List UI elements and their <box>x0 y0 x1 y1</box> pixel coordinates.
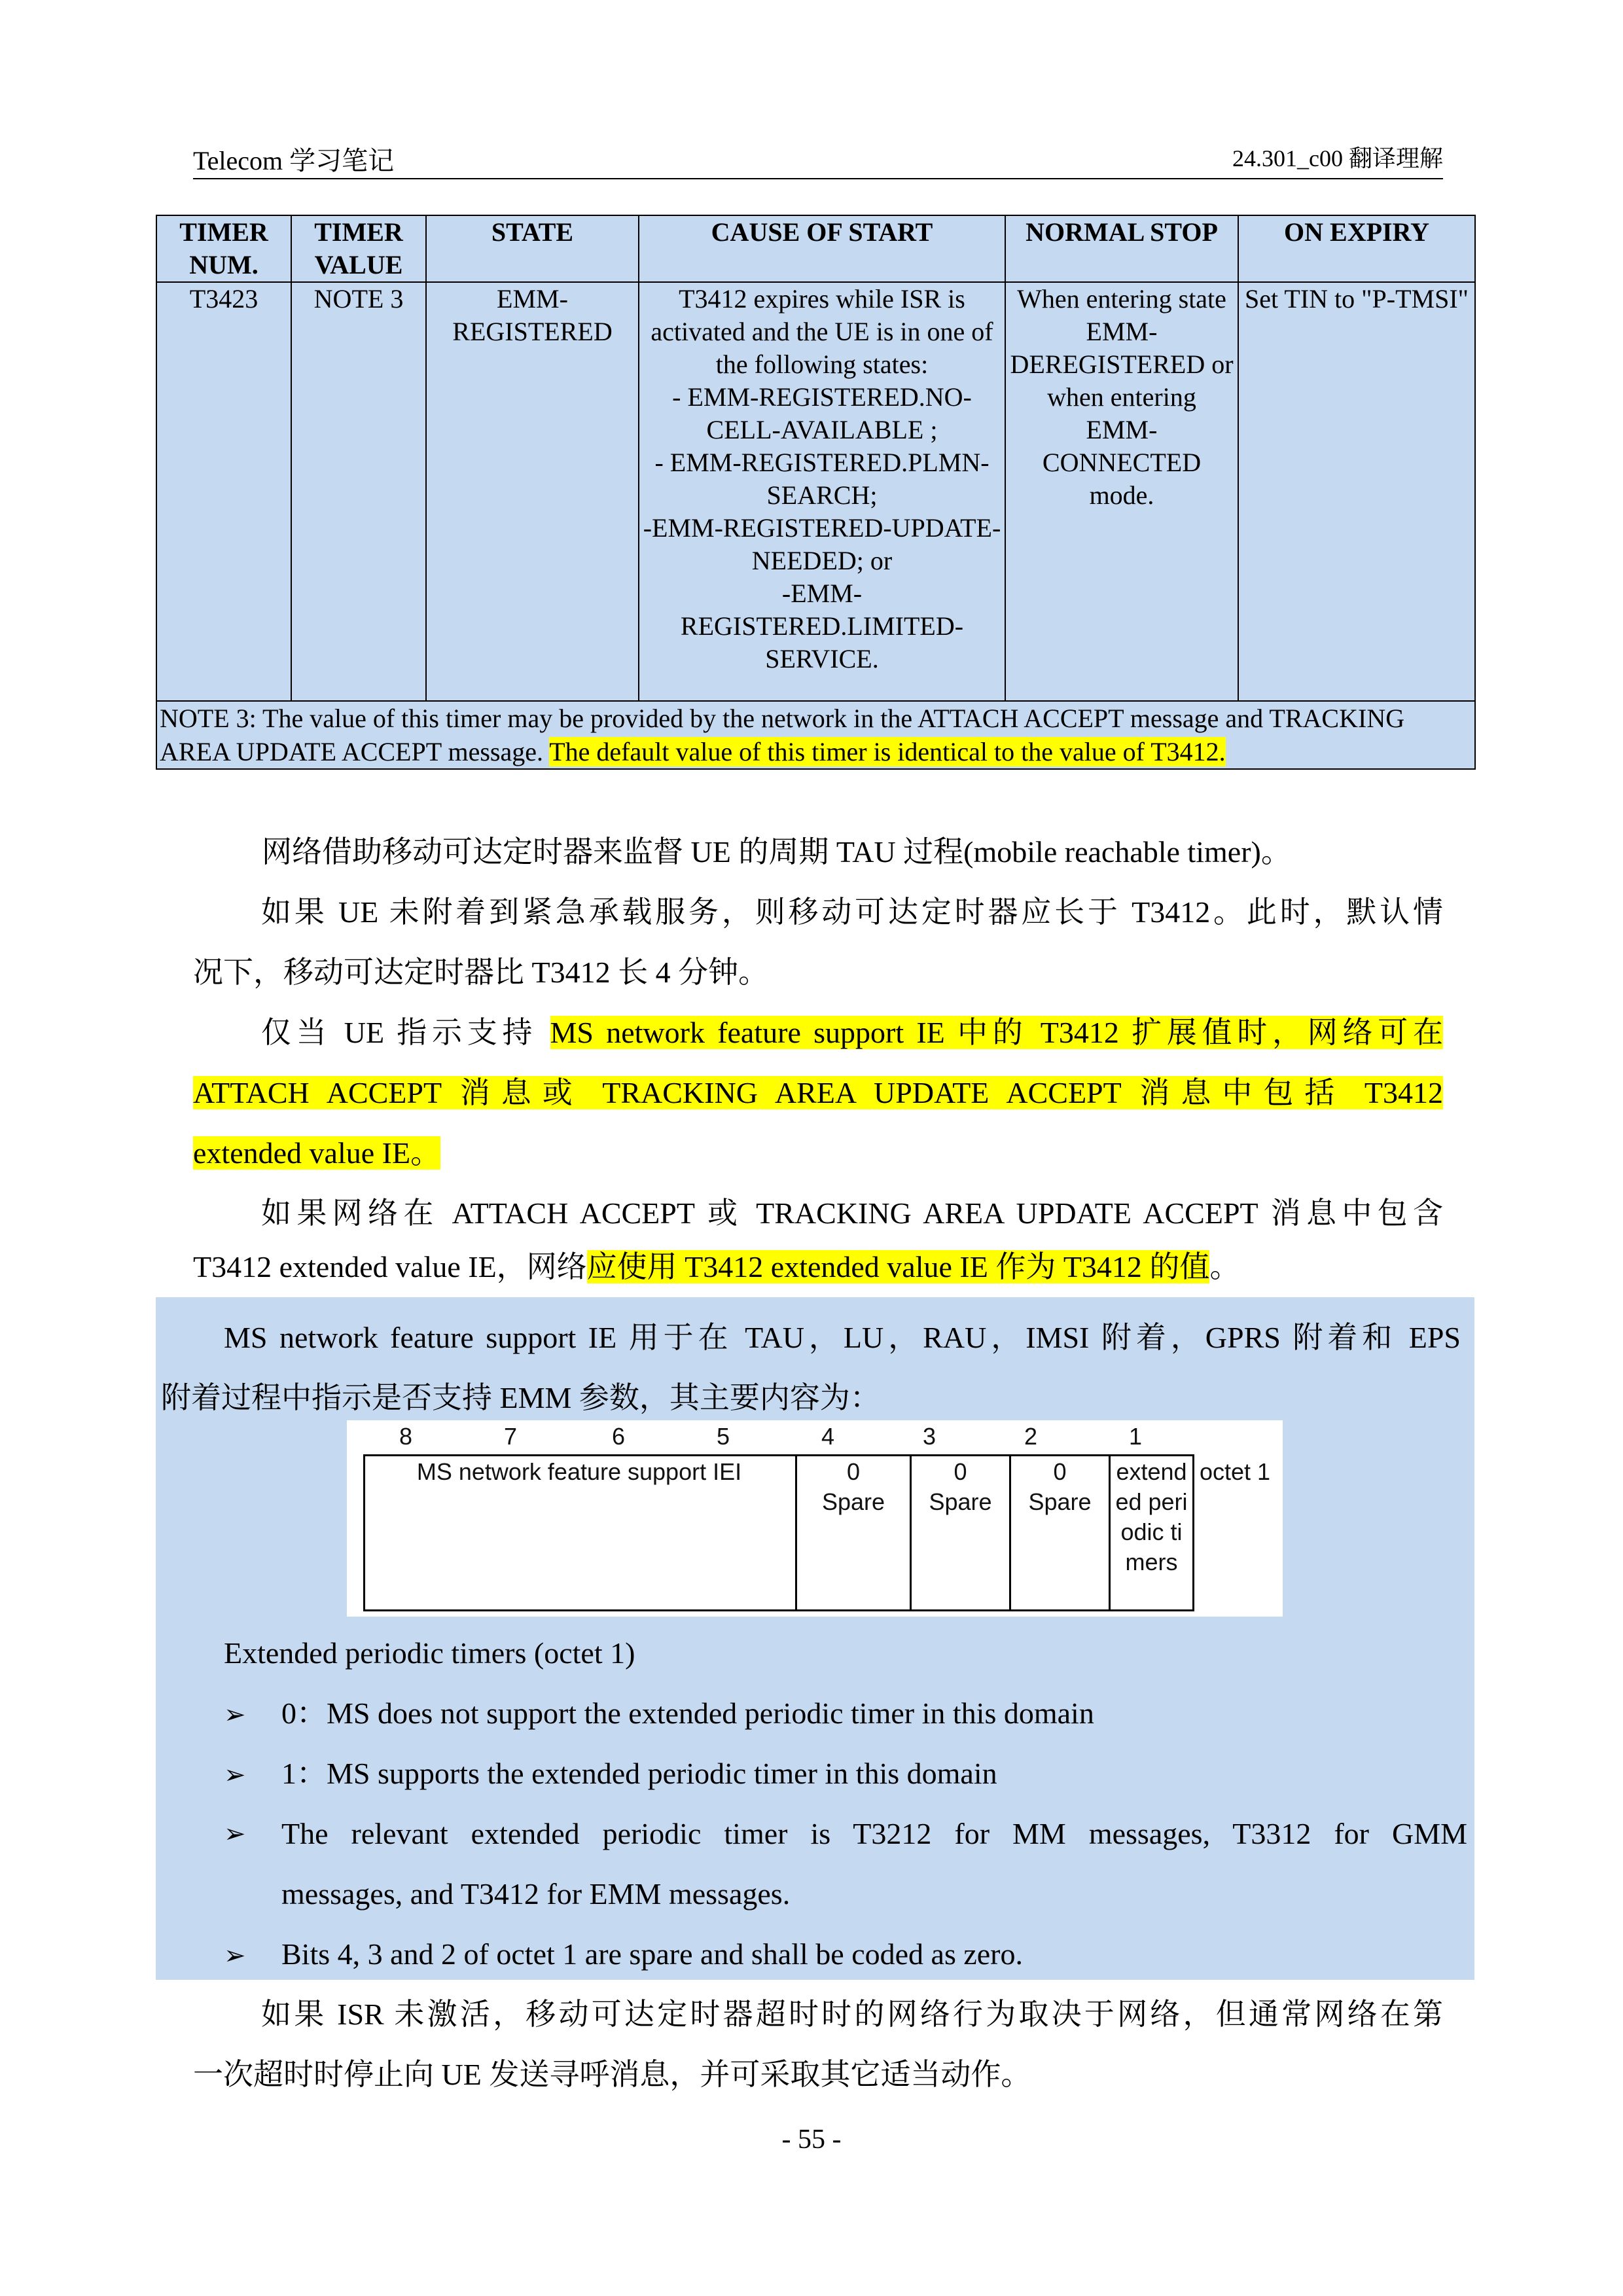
bullet-text: The relevant extended periodic timer is T3212 for MM messages, T3312 for GMM <box>281 1817 1467 1850</box>
cause-line: - EMM-REGISTERED.NO-CELL-AVAILABLE ; <box>672 382 972 444</box>
table-note <box>156 701 1475 769</box>
paragraph-4-line-1: 如果网络在 ATTACH ACCEPT 或 TRACKING AREA UPDATE ACCEPT 消息中包含 <box>261 1196 1443 1230</box>
bit-label: 8 <box>399 1423 413 1450</box>
cause-line: -EMM-REGISTERED.LIMITED-SERVICE. <box>680 579 964 673</box>
cause-line: T3412 expires while ISR is activated and the UE is in one of the following states: <box>651 284 993 379</box>
bullet-item <box>224 1924 1467 1986</box>
spare-value: 0 <box>846 1458 861 1485</box>
col-header-cause: CAUSE OF START <box>639 215 1005 282</box>
cell-state: EMM-REGISTERED <box>426 282 639 701</box>
col-header-state: STATE <box>426 215 639 282</box>
cell-cause <box>639 282 1005 701</box>
bullet-arrow-icon: ➢ <box>224 1819 246 1848</box>
para4-end: 。 <box>1209 1250 1240 1283</box>
note-highlight: The default value of this timer is identical to the value of T3412. <box>549 737 1226 766</box>
para4-text: T3412 extended value IE，网络 <box>193 1250 587 1283</box>
cause-line: - EMM-REGISTERED.PLMN-SEARCH; <box>654 448 990 510</box>
spare-cell <box>1011 1454 1111 1611</box>
timer-table <box>156 215 1476 770</box>
bit-label: 7 <box>504 1423 518 1450</box>
bit-label: 4 <box>821 1423 835 1450</box>
cell-timer-value: NOTE 3 <box>291 282 426 701</box>
paragraph-3-line-2 <box>193 1063 1443 1123</box>
para3-text: 仅当 UE 指示支持 <box>261 1016 550 1049</box>
col-header-timer-num: TIMER NUM. <box>156 215 291 282</box>
cause-line: -EMM-REGISTERED-UPDATE-NEEDED; or <box>643 513 1001 575</box>
bit-label: 6 <box>612 1423 626 1450</box>
bullet-item <box>224 1744 1467 1805</box>
spare-label: Spare <box>929 1488 992 1515</box>
paragraph-3-line-1 <box>193 1003 1443 1063</box>
box-line-1: MS network feature support IE 用于在 TAU，LU，RAU，IMSI 附着，GPRS 附着和 EPS <box>224 1321 1461 1354</box>
spare-value: 0 <box>954 1458 967 1485</box>
spare-label: Spare <box>821 1488 885 1515</box>
para4-highlight: 应使用 T3412 extended value IE 作为 T3412 的值 <box>586 1250 1210 1283</box>
bit-label: 1 <box>1129 1423 1143 1450</box>
bit-label: 3 <box>923 1423 936 1450</box>
col-header-normal-stop: NORMAL STOP <box>1005 215 1238 282</box>
bullet-text: 1：MS supports the extended periodic timer in this domain <box>281 1757 997 1790</box>
cell-on-expiry: Set TIN to "P-TMSI" <box>1238 282 1475 701</box>
bit-label: 5 <box>717 1423 730 1450</box>
iei-cell: MS network feature support IEI <box>363 1454 797 1611</box>
cell-normal-stop: When entering state EMM-DEREGISTERED or when entering EMM-CONNECTED mode. <box>1005 282 1238 701</box>
para3-highlight-2: ATTACH ACCEPT 消息或 TRACKING AREA UPDATE ACCEPT 消息中包括 T3412 <box>193 1076 1443 1109</box>
bullet-item <box>224 1804 1467 1864</box>
page-number: - 55 - <box>781 2125 842 2155</box>
octet-label: octet 1 <box>1200 1458 1271 1485</box>
paragraph-2-line-2: 况下，移动可达定时器比 T3412 长 4 分钟。 <box>193 956 769 989</box>
para3-highlight-3: extended value IE。 <box>193 1136 441 1170</box>
spare-label: Spare <box>1028 1488 1092 1515</box>
extended-periodic-timers-cell: extended periodic timers <box>1111 1454 1194 1611</box>
header-doc-id: 24.301_c00 翻译理解 <box>1232 145 1443 171</box>
table-note-row <box>156 701 1475 769</box>
cell-timer-num: T3423 <box>156 282 291 701</box>
table-header-row <box>156 215 1475 282</box>
paragraph-5-line-2: 一次超时时停止向 UE 发送寻呼消息，并可采取其它适当动作。 <box>193 2058 1031 2091</box>
note-text: NOTE 3: The value of this timer may be provided by the network in the ATTACH ACCEPT message and TRACKING AREA UPDATE ACCEPT message. <box>160 704 1405 766</box>
bullet-text: Bits 4, 3 and 2 of octet 1 are spare and shall be coded as zero. <box>281 1937 1023 1971</box>
bit-label: 2 <box>1024 1423 1038 1450</box>
paragraph-5-line-1: 如果 ISR 未激活，移动可达定时器超时时的网络行为取决于网络，但通常网络在第 <box>261 1998 1443 2031</box>
para3-highlight-1: MS network feature support IE 中的 T3412 扩展值时，网络可在 <box>550 1016 1444 1049</box>
paragraph-4-line-2 <box>193 1237 1443 1297</box>
table-row <box>156 282 1475 701</box>
paragraph-2-line-1: 如果 UE 未附着到紧急承载服务，则移动可达定时器应长于 T3412。此时，默认情 <box>261 895 1443 929</box>
spare-value: 0 <box>1053 1458 1067 1485</box>
col-header-on-expiry: ON EXPIRY <box>1238 215 1475 282</box>
bullet-arrow-icon: ➢ <box>224 1760 246 1789</box>
paragraph-mobile-reachable: 网络借助移动可达定时器来监督 UE 的周期 TAU 过程(mobile reachable timer)。 <box>262 835 1291 869</box>
bullet-item <box>224 1683 1467 1745</box>
bullet-arrow-icon: ➢ <box>224 1700 246 1729</box>
bullet-arrow-icon: ➢ <box>224 1941 246 1970</box>
bullet-text: 0：MS does not support the extended periodic timer in this domain <box>281 1696 1094 1730</box>
page-header <box>193 137 1443 179</box>
col-header-timer-value: TIMER VALUE <box>291 215 426 282</box>
header-title: Telecom 学习笔记 <box>193 146 395 175</box>
spare-cell <box>912 1454 1011 1611</box>
paragraph-3-line-3 <box>193 1123 1443 1183</box>
box-line-2: 附着过程中指示是否支持 EMM 参数，其主要内容为： <box>161 1381 880 1414</box>
extended-timers-subtitle: Extended periodic timers (octet 1) <box>224 1636 635 1670</box>
ie-structure-figure <box>347 1420 1283 1617</box>
spare-cell <box>797 1454 912 1611</box>
bullet-text-continued: messages, and T3412 for EMM messages. <box>281 1877 791 1910</box>
